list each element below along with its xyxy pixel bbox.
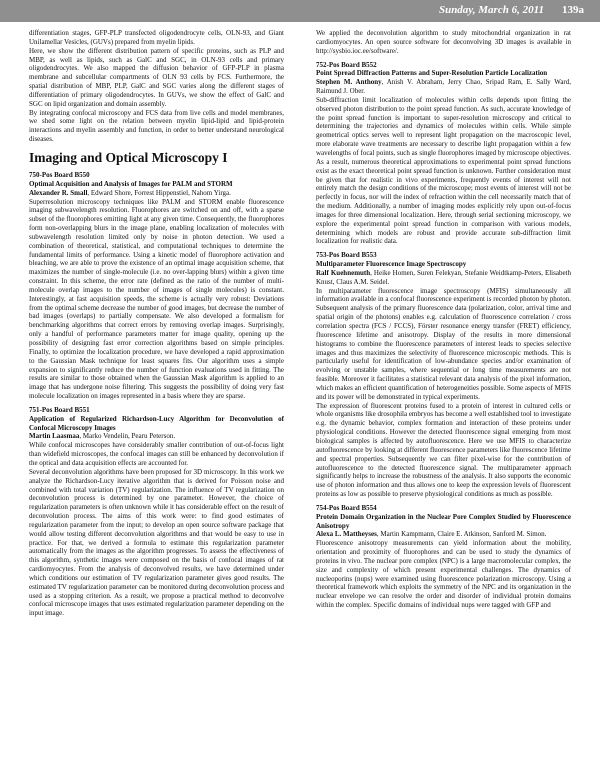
abstract-paragraph: Fluorescence anisotropy measurements can yield information about the mobility, orientation and proximity of fluorophores and can be used to study the dynamics of proteins in vivo. The nuclear pore complex (NPC) is a large macromolecular complex, the size and complexity of which present experimental challenges. The dynamics of nucleoporins (nups) were examined using fluorescence polarization microscopy. Using a theoretical framework which exploits the symmetry of the NPC and its organization in the nuclear envelope we can resolve the order and disorder of individual protein domains within the complex. Specific domains of individual nups were tagged with GFP and xyxy=(316,539,571,610)
abstract-authors xyxy=(29,432,284,441)
abstract xyxy=(29,171,284,401)
abstract-other-authors: , Anish V. Abraham, Jerry Chao, Sripad Ram, E. Sally Ward, Raimund J. Ober. xyxy=(316,78,572,96)
body-paragraph: differentiation stages, GFP-PLP transfected oligodendrocyte cells, OLN-93, and Giant Unilamellar Vesicles, (GUVs) prepared from myelin lipids. xyxy=(29,29,284,46)
abstract-paragraph: Several deconvolution algorithms have been proposed for 3D microscopy. In this work we analyze the Richardson-Lucy iterative algorithm that is derived for Poisson noise and combined with total variation (TV) regularization. The influence of TV regularization on deconvolution process is determined by one parameter. However, the choice of regularization parameters is often unknown while it has considerable effect on the result of deconvolution process. The aims of this work were: to find good estimates of regularization parameter from the input; to develop an open source software package that would allow testing different deconvolution algorithms and that would be easy to use in practice. For that, we derived a formula to estimate this regularization parameter automatically from the images as the algorithm progresses. To assess the effectiveness of this algorithm, synthetic images were composed on the basis of confocal images of rat cardiomyocytes. From the analysis of deconvolved results, we have determined under which conditions our estimation of TV regularization parameter gives good results. The estimated TV regularization parameter can be monitored during deconvolution process and used as a stopping criterion. As a result, we propose a practical method to deconvolve confocal microscope images that uses estimated regularization parameter depending on the input image. xyxy=(29,467,284,618)
abstract-id: 754-Pos Board B554 xyxy=(316,503,377,512)
abstract-paragraph: The expression of fluorescent proteins fused to a protein of interest in cultured cells or whole organisms like drosophila embryos has become a well established tool to investigate e.g. the dynamic behavior, complex formation and interaction of these proteins under physiological conditions. However the detected fluorescence signal emerging from most biological samples is affected by autofluorescence. Here we use MFIS to characterize autofluorescence by looking at different fluorescence parameters like fluorescence lifetime and spectral properties. Subsequently we can filter pixel-wise for the contribution of autofluorescence to the detected fluorescence signal. The multiparameter approach significantly helps to increase the robustness of the analysis. It also supports the economic use of photon information and thus allows one to keep the expression levels of fluorescent proteins as low as possible to preserve physiological conditions as much as possible. xyxy=(316,401,571,499)
abstract xyxy=(316,251,571,499)
abstract-other-authors: , Edward Shore, Forrest Hippenstiel, Nahom Yirga. xyxy=(87,188,231,197)
abstract-authors xyxy=(29,189,284,198)
abstract xyxy=(29,406,284,618)
abstract-other-authors: , Martin Kampmann, Claire E. Atkinson, Sanford M. Simon. xyxy=(376,530,547,539)
abstract-title: Optimal Acquisition and Analysis of Images for PALM and STORM xyxy=(29,179,233,188)
body-paragraph: We applied the deconvolution algorithm to study mitochondrial organization in rat cardiomyocytes. An open source software for deconvolving 3D images is available in http://sysbio.ioc.ee/software/. xyxy=(316,29,571,55)
abstract-title: Point Spread Diffraction Patterns and Super-Resolution Particle Localization xyxy=(316,69,548,78)
section-title: Imaging and Optical Microscopy I xyxy=(29,149,228,165)
abstract-title: Multiparameter Fluorescence Image Spectroscopy xyxy=(316,260,467,269)
abstract-other-authors: , Marko Vendelin, Pearu Peterson. xyxy=(79,432,176,441)
right-abstracts xyxy=(316,61,571,610)
abstract-title: Protein Domain Organization in the Nuclear Pore Complex Studied by Fluorescence Anisotropy xyxy=(316,512,571,530)
abstract-first-author: Martin Laasmaa xyxy=(29,432,80,441)
left-column xyxy=(29,29,284,618)
right-column xyxy=(316,29,571,610)
abstract-id: 751-Pos Board B551 xyxy=(29,405,90,414)
left-intro-text xyxy=(29,29,284,144)
abstract xyxy=(316,61,571,247)
abstract-other-authors: , Heike Homen, Suren Felekyan, Stefanie Weidtkamp-Peters, Elisabeth Knust, Claus A.M. Seidel. xyxy=(316,268,571,286)
header-page-number: 139a xyxy=(562,4,584,16)
abstract-id: 750-Pos Board B550 xyxy=(29,170,90,179)
abstract-authors xyxy=(316,78,571,96)
left-abstracts xyxy=(29,171,284,618)
abstract-paragraph: While confocal microscopes have considerably smaller contribution of out-of-focus light than widefield microscopes, the confocal images can still be enhanced by deconvolution if the optical and data acquisition effects are accounted for. xyxy=(29,441,284,467)
abstract xyxy=(316,504,571,610)
abstract-first-author: Alexander R. Small xyxy=(29,188,88,197)
abstract-first-author: Stephen M. Anthony xyxy=(316,78,382,87)
abstract-first-author: Ralf Kuehnemuth xyxy=(316,268,371,277)
body-paragraph: Here, we show the different distribution pattern of specific proteins, such as PLP and MBP, as well as lipids, such as GalC and SGC, in OLN-93 cells and primary oligodendrocytes. We also mapped the diffusion behavior of GFP-PLP in plasma membrane and subcellular compartments of OLN 93 cells by FCS. Furthermore, the spatial distribution of MBP, PLP, GalC and SGC varies along the different stages of differentiation of primary oligodendrocytes. In GUVs, we show the effect of GalC and SGC on lipid organization and domain assembly. xyxy=(29,46,284,108)
abstract-paragraph: Sub-diffraction limit localization of molecules within cells depends upon fitting the observed photon distribution to the point spread function. As such, accurate knowledge of the point spread function is important to super-resolution microscopy and critical to determining the trajectories and dynamics of molecules within cells. While simple geometrical optics serves well to represent light propagation on the macroscopic level, more elaborate wave treatments are necessary to describe light propagation within a few wavelengths of focal points, such as single fluorophores imaged by microscope objectives. As a result, numerous theoretical approximations to experimental point spread functions exist as the exact theoretical point spread function is unknown. Further consideration must be given that for realistic in vivo experiments, frequently events of interest will not entirely match the design conditions of the microscope; most events of interest will not be perfectly in focus, nor will the index of refraction within the cell necessarily match that of the medium. Additionally, a number of imaging modes explicitly rely upon out-of-focus images for three dimensional localization. Here, through serial sectioning microscopy, we explore the experimental point spread function in comparison with various models, determining which models are robust and provide accurate sub-diffraction limit localization for realistic data. xyxy=(316,95,571,246)
abstract-id: 752-Pos Board B552 xyxy=(316,60,377,69)
abstract-id: 753-Pos Board B553 xyxy=(316,251,377,260)
right-continuation-text xyxy=(316,29,571,56)
abstract-paragraph: Superresolution microscopy techniques like PALM and STORM enable fluorescence imaging subwavelength resolution. Fluorophores are switched on and off, with a sparse subset of the fluorophores emitting light at any given time. Consequently, the fluorophores form non-overlapping blurs in the image plane, enabling localization of molecules with subwavelength resolution limited only by noise in photon detection. We used a combination of theoretical, statistical, and computational techniques to determine the fundamental limits of performance. Using a kinetic model of fluorophore activation and bleaching, we are able to prove the existence of an optimal image acquisition scheme, that maximizes the number of single-molecule (i.e. no over-lapping blurs) within a given time constraint. In this scheme, the error rate (defined as the ratio of the number of multi-molecule overlap images to the number of images of single molecules) is constant. Interestingly, at fast acquisition speeds, the scheme is actually very robust: Deviations from the optimal scheme decrease the number of good images, but decrease the number of bad images (overlaps) to partially compensate. We also developed a formalism for benchmarking algorithms that correct errors by removing overlap images. Surprisingly, only a handful of performance parameters matter for image quality, opening up the possibility of designing fast error correction algorithms based on simple principles. Finally, to optimize the localization procedure, we have developed a rapid approximation to the Gaussian Mask technique for least squares fits. Our algorithm uses a simple expansion to significantly reduce the number of function evaluations used in fitting. The results are similar to those obtained when the Gaussian Mask algorithm is applied to an image that has undergone noise filtering. This suggests the possibility of doing very fast molecule localization on images represented in a basis where they are sparse. xyxy=(29,197,284,401)
page-header-bar xyxy=(0,0,600,22)
body-paragraph: By integrating confocal microscopy and FCS data from live cells and model membranes, we shed some light on the relation between myelin lipid-lipid and lipid-protein interactions and myelin assembly and function, in order to better understand neurological diseases. xyxy=(29,108,284,144)
abstract-first-author: Alexa L. Mattheyses xyxy=(316,530,377,539)
abstract-title: Application of Regularized Richardson-Lucy Algorithm for Deconvolution of Confocal Microscopy Images xyxy=(29,414,284,432)
header-date: Sunday, March 6, 2011 xyxy=(438,4,544,16)
abstract-authors xyxy=(316,530,571,539)
abstract-paragraph: In multiparameter fluorescence image spectroscopy (MFIS) simultaneously all information available in a confocal fluorescence experiment is recorded photon by photon. Subsequent analysis of the primary fluorescence data (polarization, color, arrival time and spatial origin of the photons) enables e.g. calculation of fluorescence correlation / cross correlation spectra (FCS / FCCS), Förster resonance energy transfer (FRET) efficiency, fluorescence lifetime and anisotropy. Display of the results in more dimensional histograms to combine the fluorescence parameters of interest leads to species selective images and thus maximizes the selectivity of fluorescence microscopic methods. This is particularly useful for identification of low-abundance species and/or examination of evolving or unstable samples, where sequential or long time measurements are not feasible. Moreover it facilitates a statistical relevant data analysis of the pixel information, which makes an efficient quantification of heterogeneities possible. Some aspects of MFIS and its power will be demonstrated in typical experiments. xyxy=(316,286,571,401)
abstract-authors xyxy=(316,269,571,287)
